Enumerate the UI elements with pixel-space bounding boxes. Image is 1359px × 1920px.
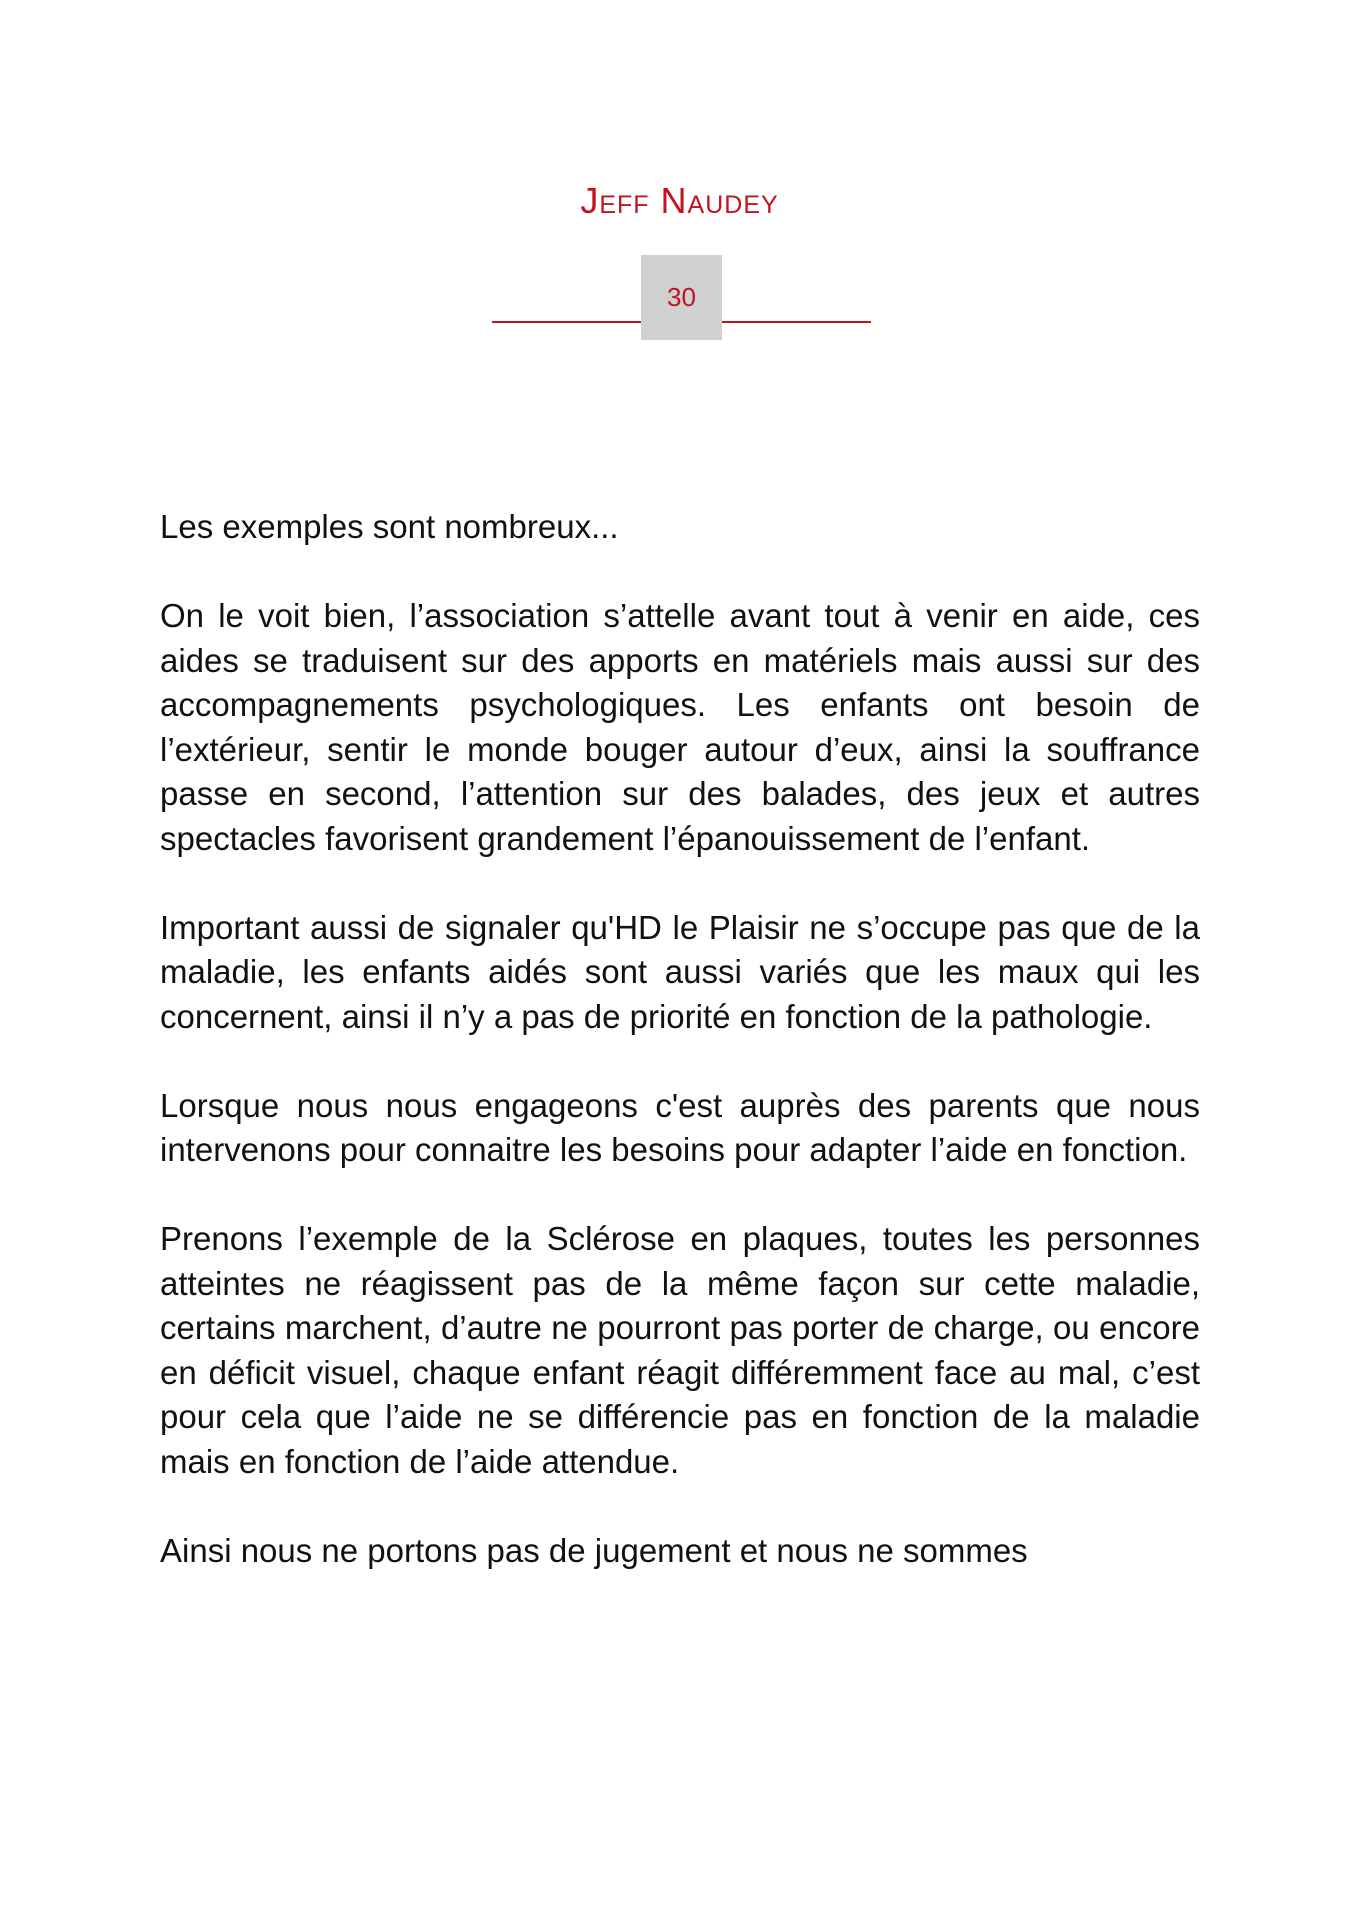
page-number-rule-left: [492, 321, 641, 323]
running-header-author: Jeff Naudey: [580, 180, 779, 221]
paragraph-1: Les exemples sont nombreux...: [160, 508, 619, 545]
paragraph-6: Ainsi nous ne portons pas de jugement et nous ne sommes: [160, 1531, 1028, 1569]
body-text: [160, 505, 1200, 1618]
paragraph-3: Important aussi de signaler qu'HD le Plaisir ne s’occupe pas que de la maladie, les enfants aidés sont aussi variés que les maux qui les concernent, ainsi il n’y a pas de priorité en fonction de la pathologie.: [160, 908, 1200, 1035]
paragraph-4: Lorsque nous nous engageons c'est auprès des parents que nous intervenons pour connaitre les besoins pour adapter l’aide en fonction.: [160, 1086, 1200, 1168]
page-number: 30: [667, 282, 696, 312]
page-number-rule-right: [722, 321, 871, 323]
page-number-badge: [641, 255, 722, 340]
paragraph-5: Prenons l’exemple de la Sclérose en plaques, toutes les personnes atteintes ne réagissent pas de la même façon sur cette maladie, certains marchent, d’autre ne pourront pas porter de charge, ou encore en déficit visuel, chaque enfant réagit différemment face au mal, c’est pour cela que l’aide ne se différencie pas en fonction de la maladie mais en fonction de l’aide attendue.: [160, 1220, 1200, 1480]
paragraph-2: On le voit bien, l’association s’attelle avant tout à venir en aide, ces aides se traduisent sur des apports en matériels mais aussi sur des accompagnements psychologiques. Les enfants ont besoin de l’extérieur, sentir le monde bouger autour d’eux, ainsi la souffrance passe en second, l’attention sur des balades, des jeux et autres spectacles favorisent grandement l’épanouissement de l’enfant.: [160, 597, 1200, 857]
